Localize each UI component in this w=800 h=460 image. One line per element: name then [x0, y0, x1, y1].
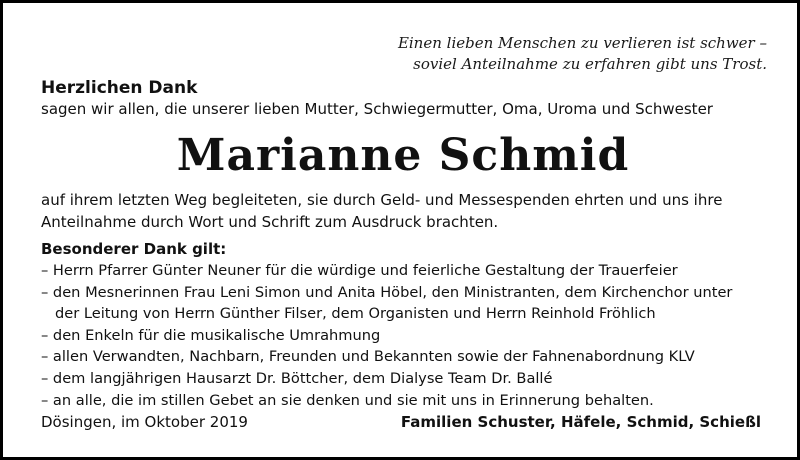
list-item: – den Enkeln für die musikalische Umrahmung	[41, 326, 381, 344]
deceased-name: Marianne Schmid	[176, 130, 630, 181]
place-and-date: Dösingen, im Oktober 2019	[41, 413, 248, 431]
thank-you-heading: Herzlichen Dank	[41, 78, 198, 98]
paragraph-line-1: auf ihrem letzten Weg begleiteten, sie durch Geld- und Messespenden ehrten und uns ihre	[41, 191, 723, 209]
list-item: – Herrn Pfarrer Günter Neuner für die würdige und feierliche Gestaltung der Trauerfeier	[41, 262, 678, 279]
list-item: – an alle, die im stillen Gebet an sie denken und sie mit uns in Erinnerung behalten.	[41, 391, 654, 409]
quote-line-1: Einen lieben Menschen zu verlieren ist schwer –	[397, 34, 767, 52]
special-thanks-list	[41, 260, 732, 411]
quote-line-2: soviel Anteilnahme zu erfahren gibt uns Trost.	[413, 55, 767, 73]
list-item-continuation: der Leitung von Herrn Günther Filser, dem Organisten und Herrn Reinhold Fröhlich	[55, 305, 656, 323]
intro-line: sagen wir allen, die unserer lieben Mutter, Schwiegermutter, Oma, Uroma und Schwester	[41, 100, 713, 118]
list-item: – den Mesnerinnen Frau Leni Simon und Anita Höbel, den Ministranten, dem Kirchenchor unter	[41, 283, 733, 301]
list-item: – allen Verwandten, Nachbarn, Freunden und Bekannten sowie der Fahnenabordnung KLV	[41, 348, 695, 366]
consolation-quote	[398, 33, 767, 75]
special-thanks-title: Besonderer Dank gilt:	[41, 240, 227, 258]
thanks-paragraph	[41, 189, 722, 233]
family-signature: Familien Schuster, Häfele, Schmid, Schießl	[400, 413, 761, 431]
paragraph-line-2: Anteilnahme durch Wort und Schrift zum Ausdruck brachten.	[41, 213, 499, 231]
list-item: – dem langjährigen Hausarzt Dr. Böttcher, dem Dialyse Team Dr. Ballé	[41, 369, 553, 387]
